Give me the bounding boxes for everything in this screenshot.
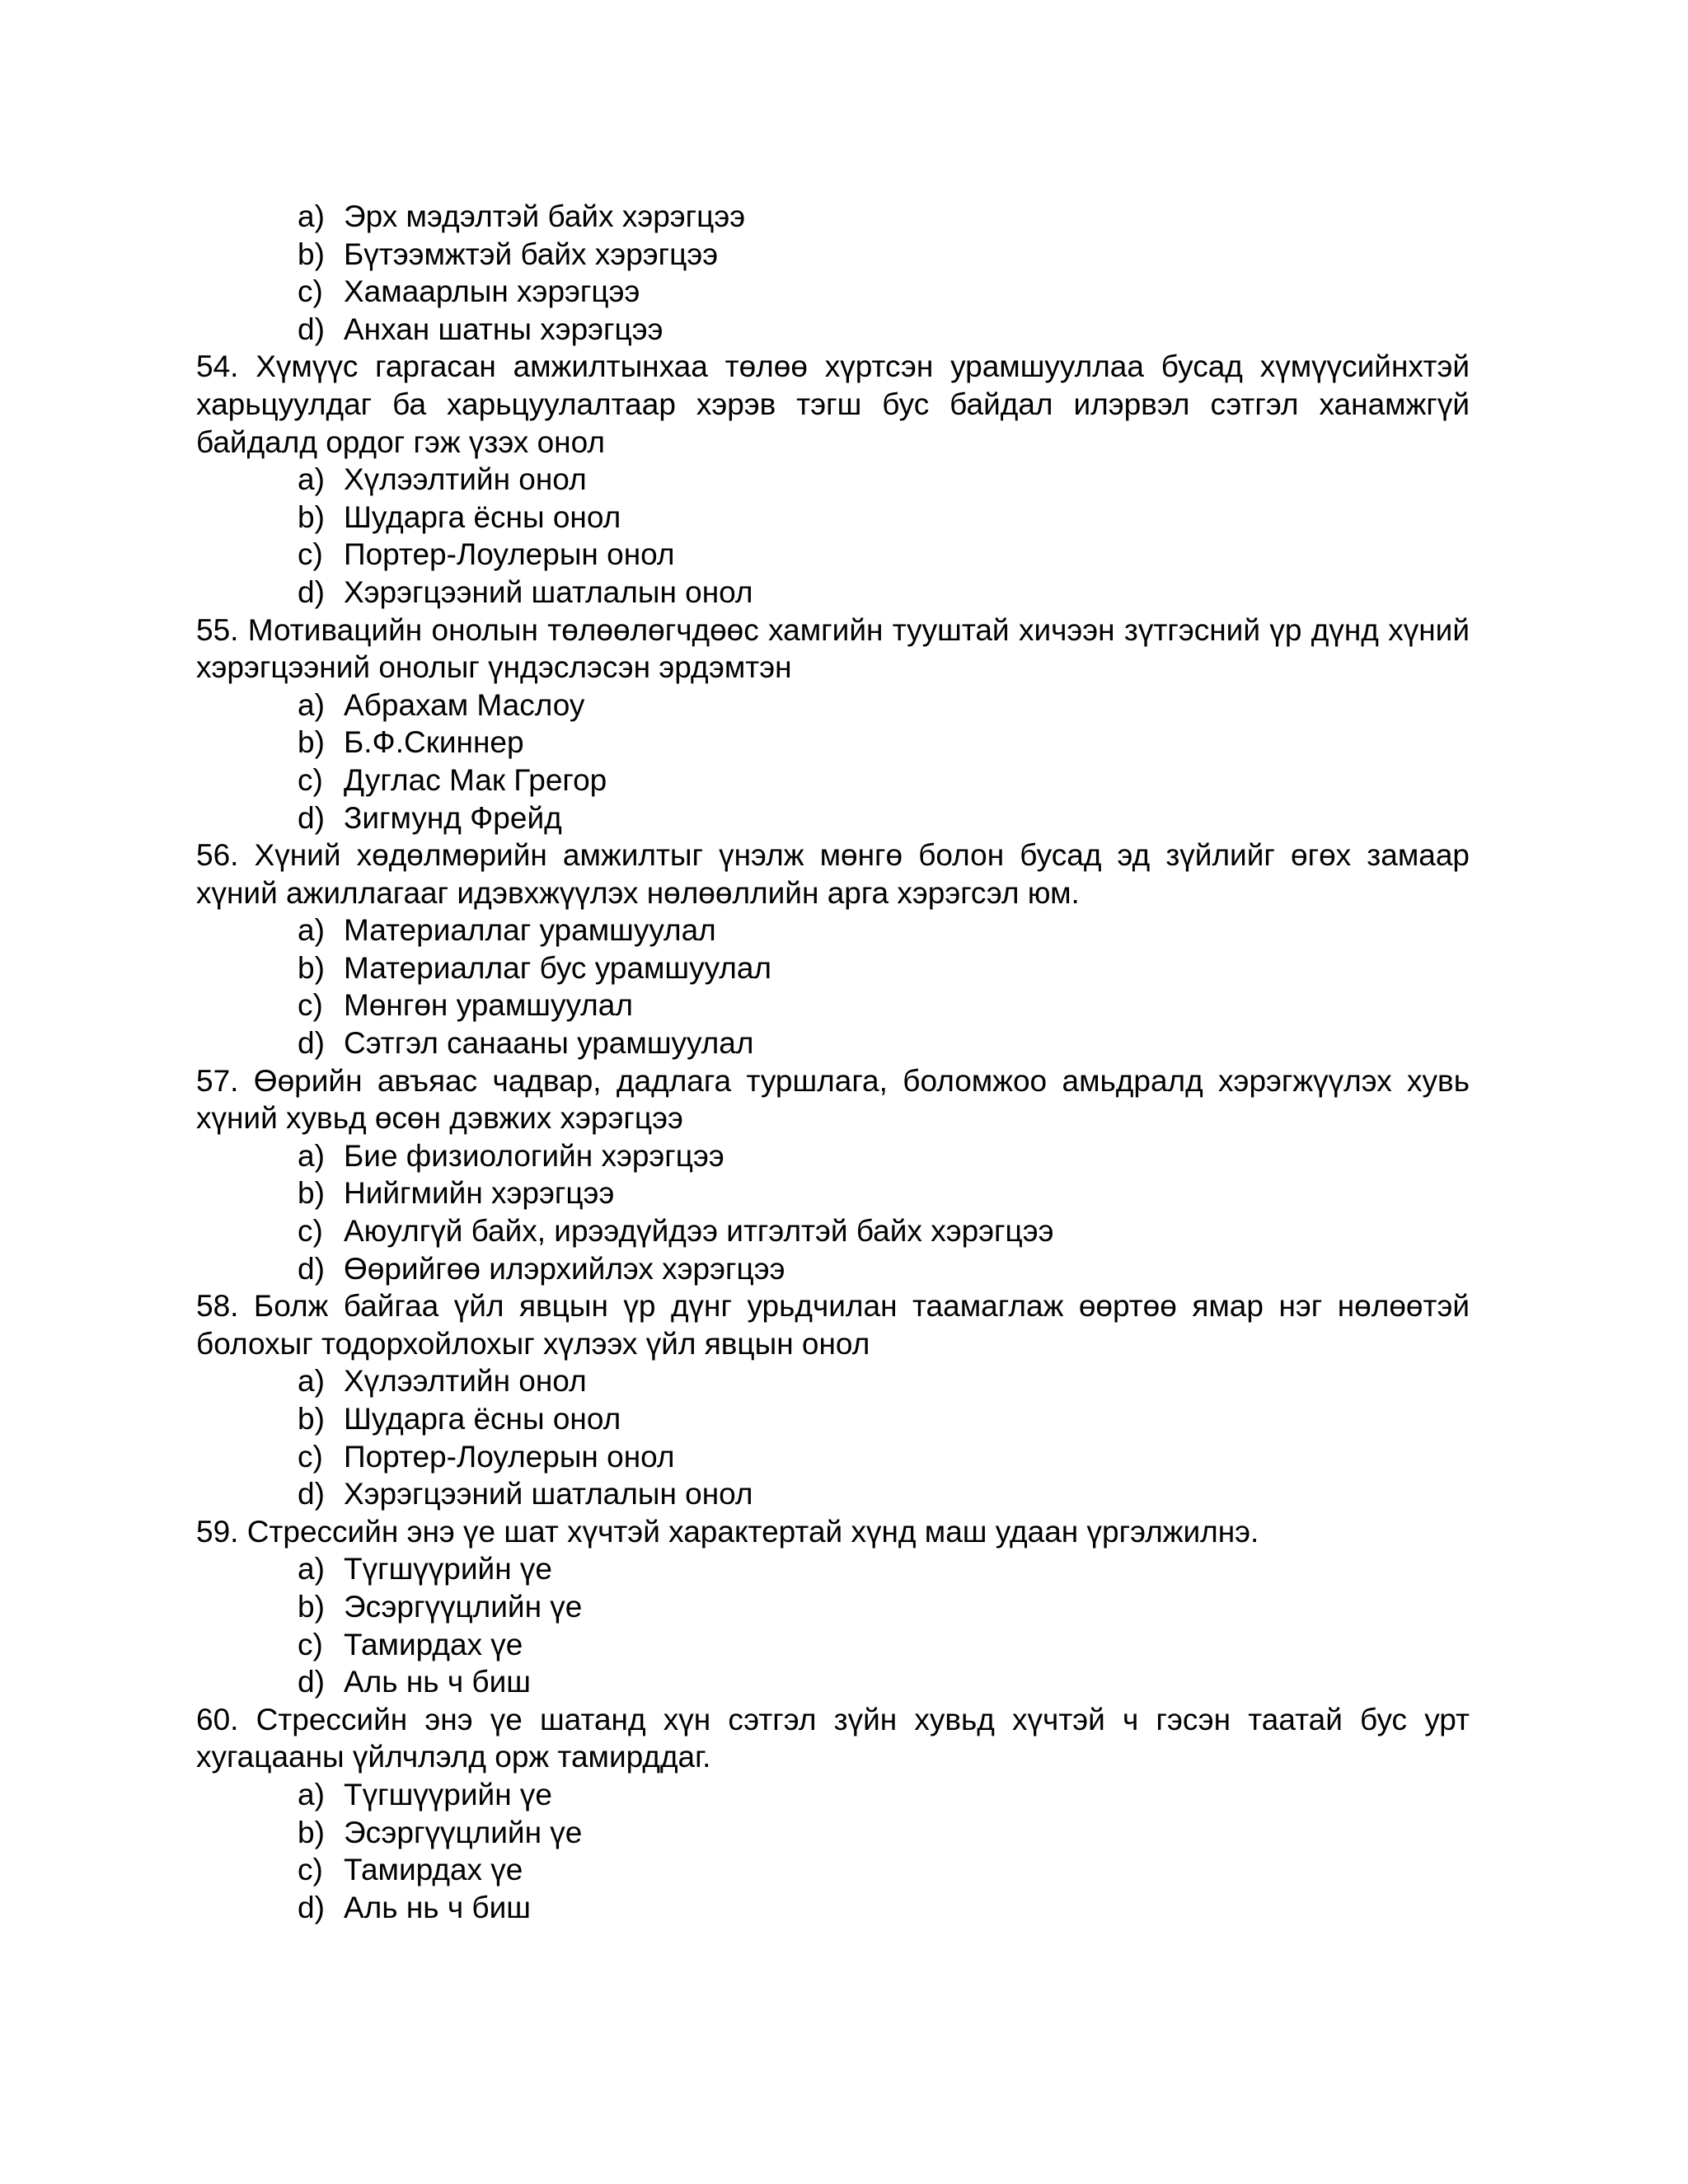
option-letter: d): [298, 800, 325, 835]
option-text: Материаллаг бус урамшуулал: [344, 950, 772, 985]
option-letter: d): [298, 1890, 325, 1924]
option-letter: c): [298, 274, 323, 309]
option-letter: a): [298, 1364, 325, 1399]
answer-option: [196, 1776, 1470, 1814]
option-text: Аль нь ч биш: [344, 1890, 531, 1924]
answer-option: [196, 273, 1470, 311]
option-text: Б.Ф.Скиннер: [344, 725, 524, 760]
option-text: Хүлээлтийн онол: [344, 1364, 587, 1399]
option-text: Хэрэгцээний шатлалын онол: [344, 574, 753, 609]
answer-options: [196, 198, 1470, 348]
answer-options: [196, 912, 1470, 1062]
option-text: Эрх мэдэлтэй байх хэрэгцээ: [344, 199, 746, 233]
option-text: Хэрэгцээний шатлалын онол: [344, 1477, 753, 1511]
question-text: 54. Хүмүүс гаргасан амжилтынхаа төлөө хүртсэн урамшууллаа бусад хүмүүсийнхтэй харьцуулдаг ба харьцуулалтаар хэрэв тэгш бус байдал илэрвэл сэтгэл ханамжгүй байдалд ордог гэж үзэх онол: [196, 349, 1470, 459]
answer-option: [196, 1663, 1470, 1701]
option-letter: d): [298, 574, 325, 609]
option-text: Дуглас Мак Грегор: [344, 762, 607, 797]
answer-option: [196, 311, 1470, 349]
answer-option: [196, 762, 1470, 799]
option-letter: b): [298, 499, 325, 534]
answer-option: [196, 198, 1470, 236]
option-letter: c): [298, 1214, 323, 1249]
option-text: Тамирдах үе: [344, 1627, 523, 1661]
answer-options: [196, 1137, 1470, 1287]
option-text: Абрахам Маслоу: [344, 687, 585, 722]
option-text: Мөнгөн урамшуулал: [344, 988, 633, 1023]
answer-option: [196, 1475, 1470, 1513]
answer-options: [196, 1362, 1470, 1512]
answer-option: [196, 1588, 1470, 1626]
option-text: Аюулгүй байх, ирээдүйдээ итгэлтэй байх хэрэгцээ: [344, 1214, 1054, 1249]
option-letter: b): [298, 725, 325, 760]
question-text: 59. Стрессийн энэ үе шат хүчтэй характертай хүнд маш удаан үргэлжилнэ.: [196, 1514, 1259, 1549]
option-letter: b): [298, 950, 325, 985]
option-text: Эсэргүүцлийн үе: [344, 1815, 583, 1849]
option-letter: a): [298, 1777, 325, 1811]
answer-option: [196, 236, 1470, 274]
option-letter: d): [298, 1251, 325, 1286]
option-letter: d): [298, 1477, 325, 1511]
option-letter: c): [298, 988, 323, 1023]
answer-option: [196, 987, 1470, 1024]
option-text: Бие физиологийн хэрэгцээ: [344, 1138, 724, 1173]
question-text: 55. Мотивацийн онолын төлөөлөгчдөөс хамгийн тууштай хичээн зүтгэсний үр дүнд хүний хэрэгцээний онолыг үндэслэсэн эрдэмтэн: [196, 612, 1470, 685]
option-letter: a): [298, 687, 325, 722]
option-text: Сэтгэл санааны урамшуулал: [344, 1026, 754, 1061]
answer-option: [196, 461, 1470, 499]
option-letter: a): [298, 199, 325, 233]
answer-option: [196, 949, 1470, 987]
option-text: Материаллаг урамшуулал: [344, 913, 716, 948]
answer-option: [196, 687, 1470, 724]
option-text: Өөрийгөө илэрхийлэх хэрэгцээ: [344, 1251, 785, 1286]
answer-options: [196, 1550, 1470, 1700]
answer-option: [196, 799, 1470, 837]
option-text: Портер-Лоулерын онол: [344, 537, 675, 572]
answer-option: [196, 1550, 1470, 1588]
option-letter: b): [298, 1815, 325, 1849]
option-text: Зигмунд Фрейд: [344, 800, 562, 835]
answer-option: [196, 536, 1470, 574]
answer-option: [196, 1212, 1470, 1250]
option-letter: d): [298, 1665, 325, 1699]
answer-option: [196, 724, 1470, 762]
answer-option: [196, 1851, 1470, 1889]
option-letter: a): [298, 1552, 325, 1586]
option-letter: b): [298, 1402, 325, 1436]
option-text: Анхан шатны хэрэгцээ: [344, 312, 663, 346]
option-letter: b): [298, 1589, 325, 1624]
answer-option: [196, 1024, 1470, 1062]
option-letter: d): [298, 312, 325, 346]
option-text: Хамаарлын хэрэгцээ: [344, 274, 640, 309]
answer-options: [196, 687, 1470, 837]
option-letter: a): [298, 462, 325, 497]
answer-option: [196, 1174, 1470, 1212]
option-letter: d): [298, 1026, 325, 1061]
option-text: Шударга ёсны онол: [344, 499, 621, 534]
option-text: Портер-Лоулерын онол: [344, 1439, 675, 1474]
answer-option: [196, 1250, 1470, 1288]
answer-option: [196, 1438, 1470, 1476]
answer-option: [196, 1889, 1470, 1927]
option-text: Аль нь ч биш: [344, 1665, 531, 1699]
answer-option: [196, 912, 1470, 949]
answer-option: [196, 1400, 1470, 1438]
question-text: 60. Стрессийн энэ үе шатанд хүн сэтгэл зүйн хувьд хүчтэй ч гэсэн таатай бус урт хугацааны үйлчлэлд орж тамирддаг.: [196, 1702, 1470, 1774]
option-letter: c): [298, 1627, 323, 1661]
quiz-content: [196, 198, 1470, 1926]
answer-option: [196, 574, 1470, 612]
option-letter: a): [298, 913, 325, 948]
option-text: Нийгмийн хэрэгцээ: [344, 1176, 615, 1211]
answer-options: [196, 461, 1470, 611]
option-text: Шударга ёсны онол: [344, 1402, 621, 1436]
option-letter: c): [298, 1439, 323, 1474]
answer-option: [196, 1814, 1470, 1852]
answer-options: [196, 1776, 1470, 1926]
option-text: Хүлээлтийн онол: [344, 462, 587, 497]
answer-option: [196, 499, 1470, 537]
answer-option: [196, 1362, 1470, 1400]
question-text: 56. Хүний хөдөлмөрийн амжилтыг үнэлж мөнгө болон бусад эд зүйлийг өгөх замаар хүний ажиллагааг идэвхжүүлэх нөлөөллийн арга хэрэгсэл юм.: [196, 838, 1470, 910]
option-text: Түгшүүрийн үе: [344, 1777, 552, 1811]
option-text: Тамирдах үе: [344, 1853, 523, 1887]
question-text: 57. Өөрийн авъяас чадвар, дадлага туршлага, боломжоо амьдралд хэрэгжүүлэх хувь хүний хувьд өсөн дэвжих хэрэгцээ: [196, 1063, 1470, 1136]
option-letter: a): [298, 1138, 325, 1173]
option-text: Эсэргүүцлийн үе: [344, 1589, 583, 1624]
option-text: Бүтээмжтэй байх хэрэгцээ: [344, 237, 719, 271]
option-letter: c): [298, 1853, 323, 1887]
option-letter: b): [298, 237, 325, 271]
option-letter: b): [298, 1176, 325, 1211]
answer-option: [196, 1626, 1470, 1664]
option-letter: c): [298, 537, 323, 572]
option-text: Түгшүүрийн үе: [344, 1552, 552, 1586]
option-letter: c): [298, 762, 323, 797]
answer-option: [196, 1137, 1470, 1175]
question-text: 58. Болж байгаа үйл явцын үр дүнг урьдчилан таамаглаж өөртөө ямар нэг нөлөөтэй болохыг тодорхойлохыг хүлээх үйл явцын онол: [196, 1289, 1470, 1361]
